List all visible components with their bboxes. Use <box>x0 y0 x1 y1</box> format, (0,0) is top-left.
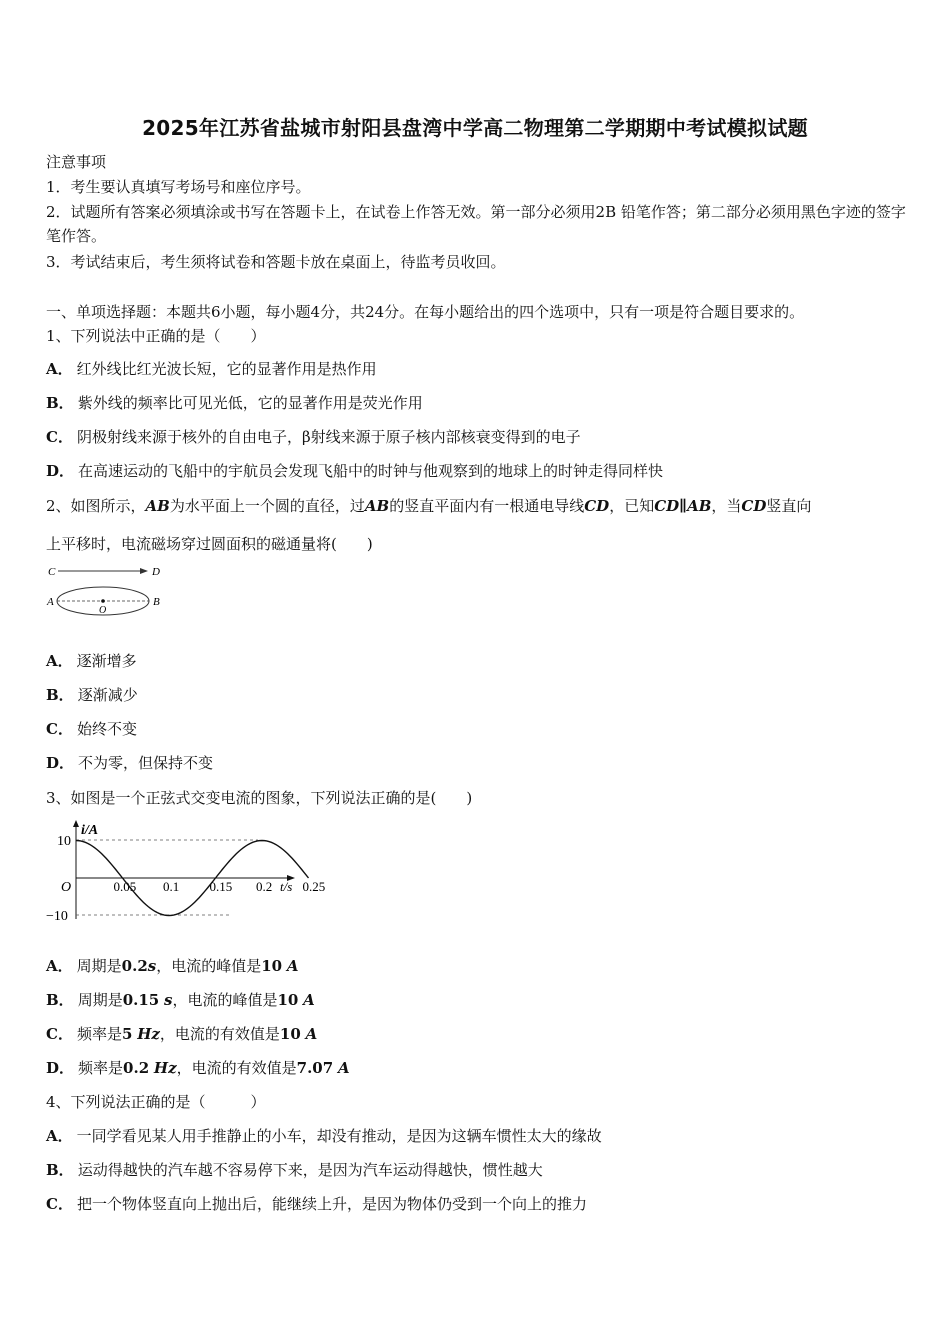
option-text: 红外线比红光波长短，它的显著作用是热作用 <box>76 360 377 378</box>
q2-figure <box>44 560 174 620</box>
q4-stem: 4、下列说法正确的是（ ） <box>46 1093 266 1111</box>
option-text: 始终不变 <box>76 720 137 738</box>
option-label: D． <box>46 754 75 772</box>
q3-stem: 3、如图是一个正弦式交变电流的图象，下列说法正确的是( ) <box>46 789 473 807</box>
unit: Hz <box>137 1025 160 1043</box>
x-axis-label: t/s <box>280 879 293 894</box>
q3-option-c <box>46 1022 317 1046</box>
arrow-head <box>140 568 148 574</box>
q1-option-c <box>46 425 581 449</box>
section-heading: 一、单项选择题：本题共6小题，每小题4分，共24分。在每小题给出的四个选项中，只有一项是符合题目要求的。 <box>46 303 805 321</box>
option-label: A． <box>46 360 73 378</box>
var-ab: AB <box>364 497 390 515</box>
option-text: 一同学看见某人用手推静止的小车，却没有推动，是因为这辆车惯性太大的缘故 <box>76 1127 602 1145</box>
value: 5 <box>121 1025 133 1043</box>
option-label: B． <box>46 686 74 704</box>
unit: A <box>303 991 315 1009</box>
option-text: ，电流的有效值是 <box>176 1059 297 1077</box>
x-tick-group <box>114 879 326 894</box>
option-label: C． <box>46 428 73 446</box>
origin-label: O <box>61 880 72 895</box>
label-d: D <box>152 566 160 578</box>
x-tick-label: 0.05 <box>113 879 137 894</box>
value: 10 <box>279 1025 301 1043</box>
notice-heading: 注意事项 <box>46 153 107 171</box>
value: 10 <box>261 957 283 975</box>
stem-text: 的竖直平面内有一根通电导线 <box>389 497 585 515</box>
center-dot <box>101 599 105 603</box>
q3-graph <box>44 815 326 925</box>
y-tick-neg-label: −10 <box>46 909 68 924</box>
option-label: C． <box>46 1195 73 1213</box>
notice-item-3: 3．考试结束后，考生须将试卷和答题卡放在桌面上，待监考员收回。 <box>46 253 506 271</box>
option-text: ，电流的峰值是 <box>172 991 278 1009</box>
option-text: 频率是 <box>78 1059 124 1077</box>
option-text: ，电流的峰值是 <box>156 957 262 975</box>
q3-option-b <box>46 988 315 1012</box>
unit: A <box>337 1059 350 1077</box>
stem-text: 竖直向 <box>766 497 812 515</box>
option-label: A． <box>46 1127 73 1145</box>
label-a: A <box>47 596 54 608</box>
stem-text: 2、如图所示， <box>46 497 146 515</box>
option-label: B． <box>46 394 74 412</box>
unit: A <box>305 1025 318 1043</box>
option-text: 阴极射线来源于核外的自由电子，β射线来源于原子核内部核衰变得到的电子 <box>76 428 581 446</box>
notice-item-2: 2．试题所有答案必须填涂或书写在答题卡上，在试卷上作答无效。第一部分必须用2B 铅笔作答；第二部分必须用黑色字迹的签字笔作答。 <box>46 203 906 245</box>
var-ab: AB <box>145 497 170 515</box>
q4-option-a <box>46 1124 602 1148</box>
unit: Hz <box>153 1059 177 1077</box>
q2-stem-line1 <box>46 494 811 518</box>
label-b: B <box>153 596 160 608</box>
x-tick-label: 0.25 <box>302 879 326 894</box>
y-axis-arrow <box>73 820 79 827</box>
option-text: 把一个物体竖直向上抛出后，能继续上升，是因为物体仍受到一个向上的推力 <box>76 1195 587 1213</box>
option-text: 频率是 <box>76 1025 122 1043</box>
q3-option-d <box>46 1056 350 1080</box>
q1-option-b <box>46 391 423 415</box>
q3-option-a <box>46 954 299 978</box>
q2-stem-line2: 上平移时，电流磁场穿过圆面积的磁通量将( ) <box>46 535 373 553</box>
option-label: D． <box>46 462 75 480</box>
value: 10 <box>277 991 299 1009</box>
value: 7.07 <box>296 1059 334 1077</box>
option-text: 不为零，但保持不变 <box>78 754 214 772</box>
q4-option-c <box>46 1192 587 1216</box>
option-label: C． <box>46 1025 73 1043</box>
option-text: 周期是 <box>76 957 122 975</box>
value: 0.15 <box>122 991 160 1009</box>
option-text: ，电流的有效值是 <box>159 1025 280 1043</box>
label-c: C <box>48 566 56 578</box>
x-tick-label: 0.2 <box>256 879 273 894</box>
option-label: D． <box>46 1059 75 1077</box>
y-tick-pos-label: 10 <box>57 834 71 849</box>
page-title: 2025年江苏省盐城市射阳县盘湾中学高二物理第二学期期中考试模拟试题 <box>142 116 808 140</box>
q4-option-b <box>46 1158 543 1182</box>
option-label: A． <box>46 652 73 670</box>
option-text: 运动得越快的汽车越不容易停下来，是因为汽车运动得越快，惯性越大 <box>77 1161 543 1179</box>
q2-option-d <box>46 751 213 775</box>
stem-text: ，当 <box>711 497 742 515</box>
value: 0.2 <box>121 957 148 975</box>
label-o: O <box>99 605 107 616</box>
notice-item-1: 1．考生要认真填写考场号和座位序号。 <box>46 178 311 196</box>
q2-option-b <box>46 683 138 707</box>
option-text: 紫外线的频率比可见光低，它的显著作用是荧光作用 <box>77 394 423 412</box>
option-label: A． <box>46 957 73 975</box>
q2-option-a <box>46 649 137 673</box>
value: 0.2 <box>123 1059 150 1077</box>
unit: s <box>164 991 173 1009</box>
x-tick-label: 0.15 <box>209 879 233 894</box>
y-axis-label: i/A <box>81 823 99 838</box>
var-cd: CD <box>584 497 610 515</box>
q1-option-d <box>46 459 663 483</box>
x-tick-label: 0.1 <box>163 879 180 894</box>
option-text: 逐渐减少 <box>77 686 138 704</box>
q1-stem: 1、下列说法中正确的是（ ） <box>46 327 266 345</box>
stem-text: 为水平面上一个圆的直径，过 <box>169 497 365 515</box>
option-text: 在高速运动的飞船中的宇航员会发现飞船中的时钟与他观察到的地球上的时钟走得同样快 <box>78 462 664 480</box>
var-cd: CD <box>741 497 767 515</box>
unit: A <box>286 957 299 975</box>
option-label: B． <box>46 991 74 1009</box>
q1-option-a <box>46 357 377 381</box>
option-text: 逐渐增多 <box>76 652 137 670</box>
option-label: B． <box>46 1161 74 1179</box>
var-relation: CD∥AB <box>654 497 712 515</box>
unit: s <box>147 957 157 975</box>
q2-option-c <box>46 717 137 741</box>
option-label: C． <box>46 720 73 738</box>
stem-text: ，已知 <box>609 497 655 515</box>
option-text: 周期是 <box>77 991 123 1009</box>
